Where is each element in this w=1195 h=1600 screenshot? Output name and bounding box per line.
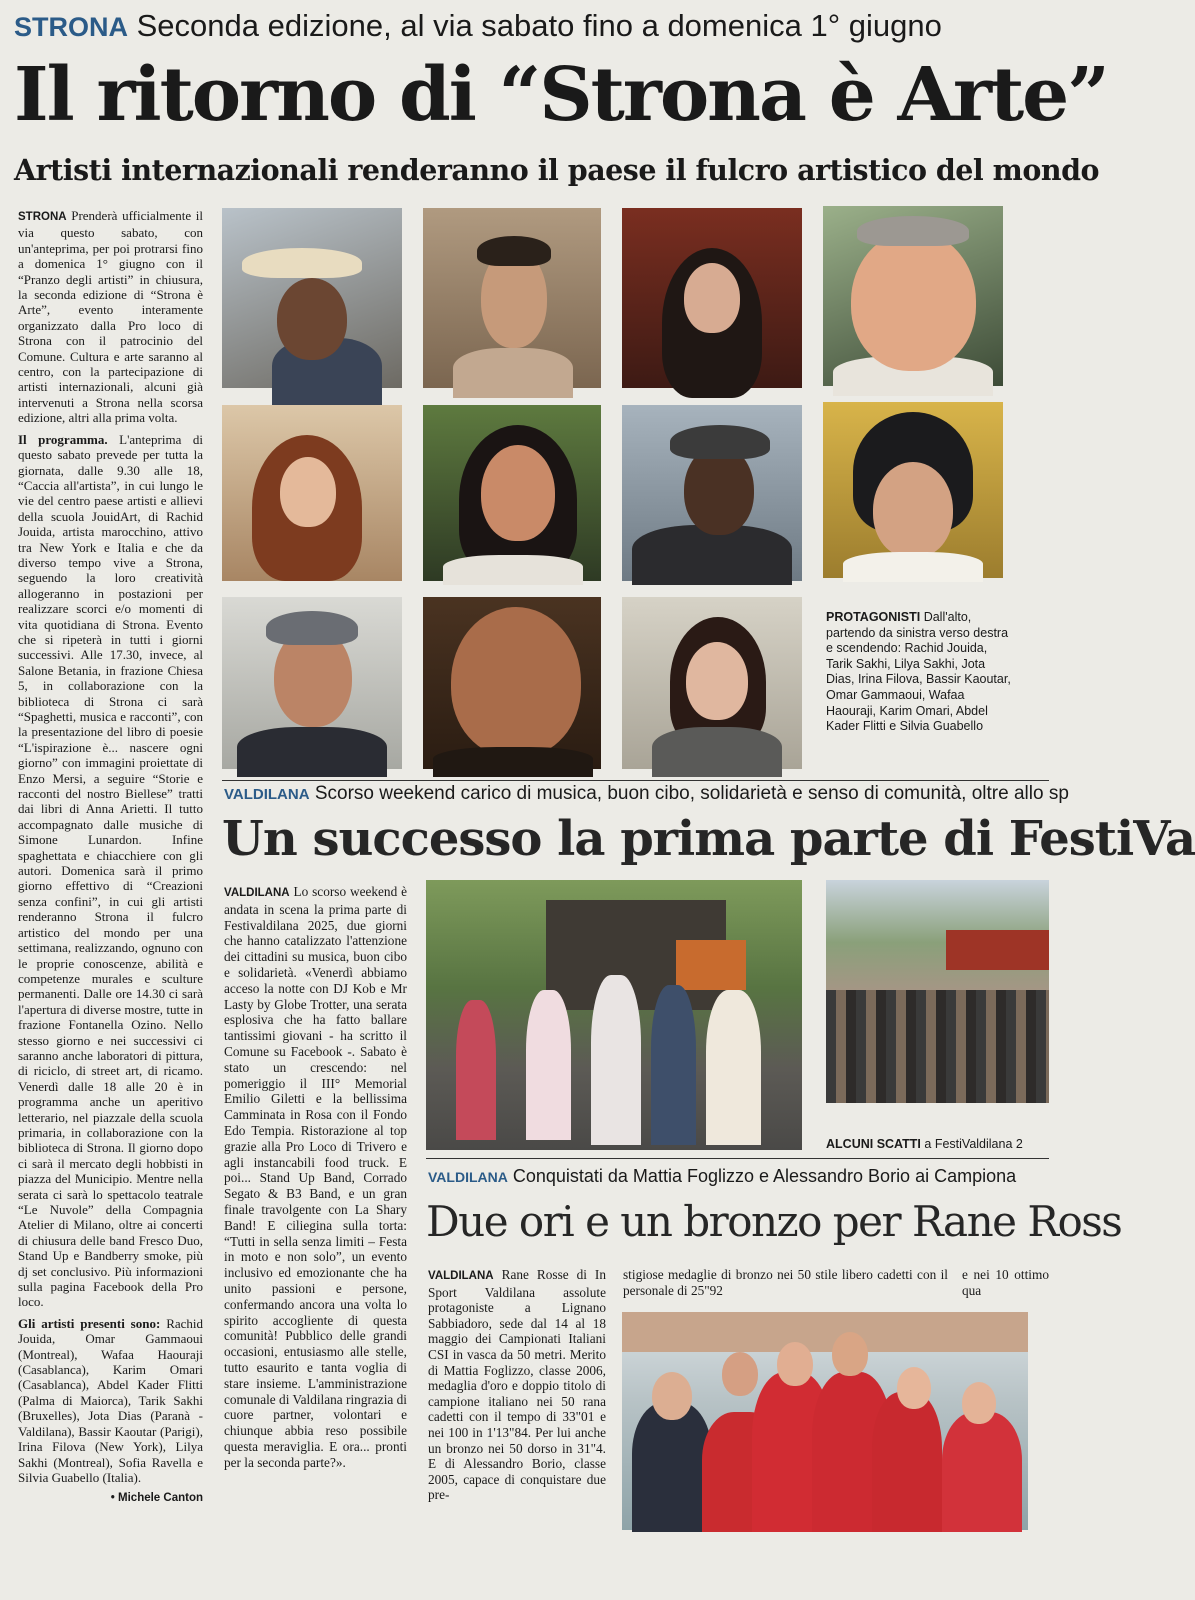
portrait-jota-dias [823, 206, 1003, 386]
swim-team-photo [622, 1312, 1028, 1530]
portrait-abdel-kader-flitti [423, 597, 601, 769]
portrait-wafaa-haouraji [823, 402, 1003, 578]
portrait-omar-gammaoui [622, 405, 802, 581]
article1-paragraph-2: Il programma. L'anteprima di questo sabato prevede per tutta la giornata, dalle 9.30 alle 18, “Caccia all'artista”, in cui lungo le vie del centro paese artisti e allievi della scuola JouidArt, di Rachid Jouida, artista marocchino, attivo tra New York e Italia e che da diverso tempo vive a Strona, seguendo la loro creatività allogeranno in postazioni per realizzare scorci e/o momenti di vita quotidiana di Strona. Evento che si ripeterà in tutti i giorni successivi. Alle 17.30, invece, al Salone Betania, in frazione Chiesa 5, in collaborazione con la biblioteca di Strona ci sarà “Spaghetti, musica e racconti”, con la presentazione del libro di poesie “L'ispirazione è... nascere ogni giorno” con immagini proiettate di Enzo Mersi, a seguire “Storie e racconti del nostro Biellese” tratti dai libri di Anna Arietti. Il tutto accompagnato dalle musiche di Simone Lunardon. Infine spaghettata e chiacchiere con gli autori. Domenica sarà il primo giorno effettivo di “Creazioni senza confini”, in cui gli artisti renderanno Strona il fulcro artistico del mondo per una settimana, realizzando, ognuno con le proprie conoscenze, abilità e competenze murales e sculture permanenti. Dalle ore 14.30 ci sarà l'apertura di diverse mostre, tutte in frazione Fontanella Ozino. Nello stesso giorno e nei successivi ci saranno anche laboratori di pittura, di riciclo, di street art, di ricamo. Venerdì dalle 18 alle 20 è in programma anche un aperitivo letterario, nel piazzale della scuola primaria, in collaborazione con la biblioteca di Strona. Il giorno dopo ci sarà il mercato degli hobbisti in piazza del Municipio. Mentre nella serata ci sarà lo spettacolo teatrale “Le Nuvole” della Compagnia Atelier di Milano, oltre ai concerti di chiusura delle band Fresco Duo, Stand Up e Bandberry smoke, più dj set conclusivo. Più informazioni sulla pagina Facebook della Pro loco. [18, 431, 203, 1310]
portrait-karim-omari [222, 597, 402, 769]
article1-subhead: Artisti internazionali renderanno il paese il fulcro artistico del mondo [14, 153, 1100, 187]
article3-col2: stigiose medaglie di bronzo nei 50 stile libero cadetti con il personale di 25"92 [623, 1267, 948, 1298]
article1-headline: Il ritorno di “Strona è Arte” [14, 52, 1108, 138]
caption-label-2: ALCUNI SCATTI [826, 1137, 921, 1151]
portrait-rachid-jouida [222, 208, 402, 388]
article2-lead-tag: VALDILANA [224, 887, 290, 899]
festival-photo-walk [426, 880, 802, 1150]
article2-kicker-tag: VALDILANA [224, 786, 310, 803]
article3-kicker-text: Conquistati da Mattia Foglizzo e Alessandro Borio ai Campiona [512, 1166, 1017, 1186]
article2-kicker-text: Scorso weekend carico di musica, buon cibo, solidarietà e senso di comunità, oltre allo sp [314, 783, 1069, 804]
article1-kicker [14, 6, 1044, 47]
article1-photo-caption: PROTAGONISTI Dall'alto, partendo da sinistra verso destra e scendendo: Rachid Jouida, Tarik Sakhi, Lilya Sakhi, Jota Dias, Irina Filova, Bassir Kaoutar, Omar Gammaoui, Wafaa Haouraji, Karim Omari, Abdel Kader Flitti e Silvia Guabello [826, 610, 1011, 734]
article1-byline: • Michele Canton [110, 1492, 203, 1505]
article3-lead-tag: VALDILANA [428, 1270, 494, 1282]
article2-body: VALDILANA Lo scorso weekend è andata in scena la prima parte di Festivaldilana 2025, due giorni che hanno catalizzato l'attenzione dei cittadini su musica, buon cibo e solidarietà. «Venerdì abbiamo acceso la notte con DJ Kob e Mr Lasty by Globe Trotter, una serata esplosiva che ha fatto ballare tantissimi giovani - ha scritto il Comune su Facebook -. Sabato è stato un crescendo: nel pomeriggio il III° Memorial Emilio Giletti e la bellissima Camminata in Rosa con il Fondo Edo Tempia. Ristorazione al top grazie alla Pro Loco di Trivero e agli instancabili food truck. E poi... Stand Up Band, Corrado Segato & B3 Band, e un gran finale travolgente con La Shary Band! E ciliegina sulla torta: “Tutti in sella senza limiti – Festa in moto e non solo”, un evento inclusivo ed emozionante che ha unito passioni e persone, confermando ancora una volta lo spirito accogliente di questa comunità! Pubblico delle grandi occasioni, entusiasmo alle stelle, tutto esaurito e tanta voglia di stare insieme. L'amministrazione comunale di Valdilana ringrazia di cuore partner, volontari e chiunque abbia reso possibile questa meraviglia. E ora... pronti per la seconda parte?». [224, 884, 407, 1470]
caption-label: PROTAGONISTI [826, 610, 921, 624]
article2-kicker [224, 782, 1069, 807]
article1-artists-label: Gli artisti presenti sono: [18, 1315, 161, 1331]
portrait-bassir-kaoutar [423, 405, 601, 581]
article3-headline: Due ori e un bronzo per Rane Ross [426, 1197, 1122, 1246]
article1-lead-tag: STRONA [18, 211, 67, 223]
festival-photo-crowd [826, 880, 1049, 1103]
section-divider [222, 780, 1049, 781]
article1-kicker-text: Seconda edizione, al via sabato fino a domenica 1° giugno [136, 8, 942, 43]
portrait-tarik-sakhi [423, 208, 601, 388]
article1-kicker-tag: STRONA [14, 12, 128, 42]
article2-headline: Un successo la prima parte di FestiVa [222, 811, 1195, 867]
article1-body [18, 208, 203, 1507]
article2-photo-caption: ALCUNI SCATTI a FestiValdilana 2 [826, 1137, 1023, 1151]
article1-paragraph-1: STRONA Prenderà ufficialmente il via questo sabato, con un'anteprima, per poi protrarsi fino a domenica 1° giugno con il “Pranzo degli artisti” in chiusura, la seconda edizione di “Strona è Arte”, evento interamente organizzato dalla Pro loco di Strona con il patrocinio del Comune. Cultura e arte saranno al centro, con la partecipazione di artisti internazionali, alcuni già intervenuti a Strona nella scorsa edizione, altri alla prima volta. [18, 208, 204, 426]
portrait-lilya-sakhi [622, 208, 802, 388]
section-divider-2 [426, 1158, 1049, 1159]
article3-kicker-tag: VALDILANA [428, 1169, 508, 1185]
portrait-irina-filova [222, 405, 402, 581]
article1-program-label: Il programma. [18, 431, 108, 447]
portrait-silvia-guabello [622, 597, 802, 769]
article3-col3: e nei 10 ottimo qua [962, 1267, 1049, 1298]
article3-col1: VALDILANA Rane Rosse di In Sport Valdilana assolute protagoniste a Lignano Sabbiadoro, sede dal 14 al 18 maggio dei Campionati Italiani CSI in vasca da 50 metri. Merito di Mattia Foglizzo, classe 2006, medaglia d'oro e doppio titolo di campione italiano nei 50 rana cadetti con il tempo di 33"01 e nei 100 in 1'13"84. Per lui anche un bronzo nei 50 dorso in 31"4. E di Alessandro Borio, classe 2005, capace di conquistare due pre- [428, 1267, 607, 1503]
article1-paragraph-3: Gli artisti presenti sono: Rachid Jouida, Omar Gammaoui (Montreal), Wafaa Haouraji (Casablanca), Karim Omari (Casablanca), Abdel Kader Flitti (Palma di Maiorca), Tarik Sakhi (Bruxelles), Jota Dias (Paranà - Valdilana), Bassir Kaoutar (Parigi), Irina Filova (New York), Lilya Sakhi (Montreal), Sofia Ravella e Silvia Guabello (Italia). [18, 1315, 204, 1485]
article3-kicker [428, 1164, 1049, 1189]
